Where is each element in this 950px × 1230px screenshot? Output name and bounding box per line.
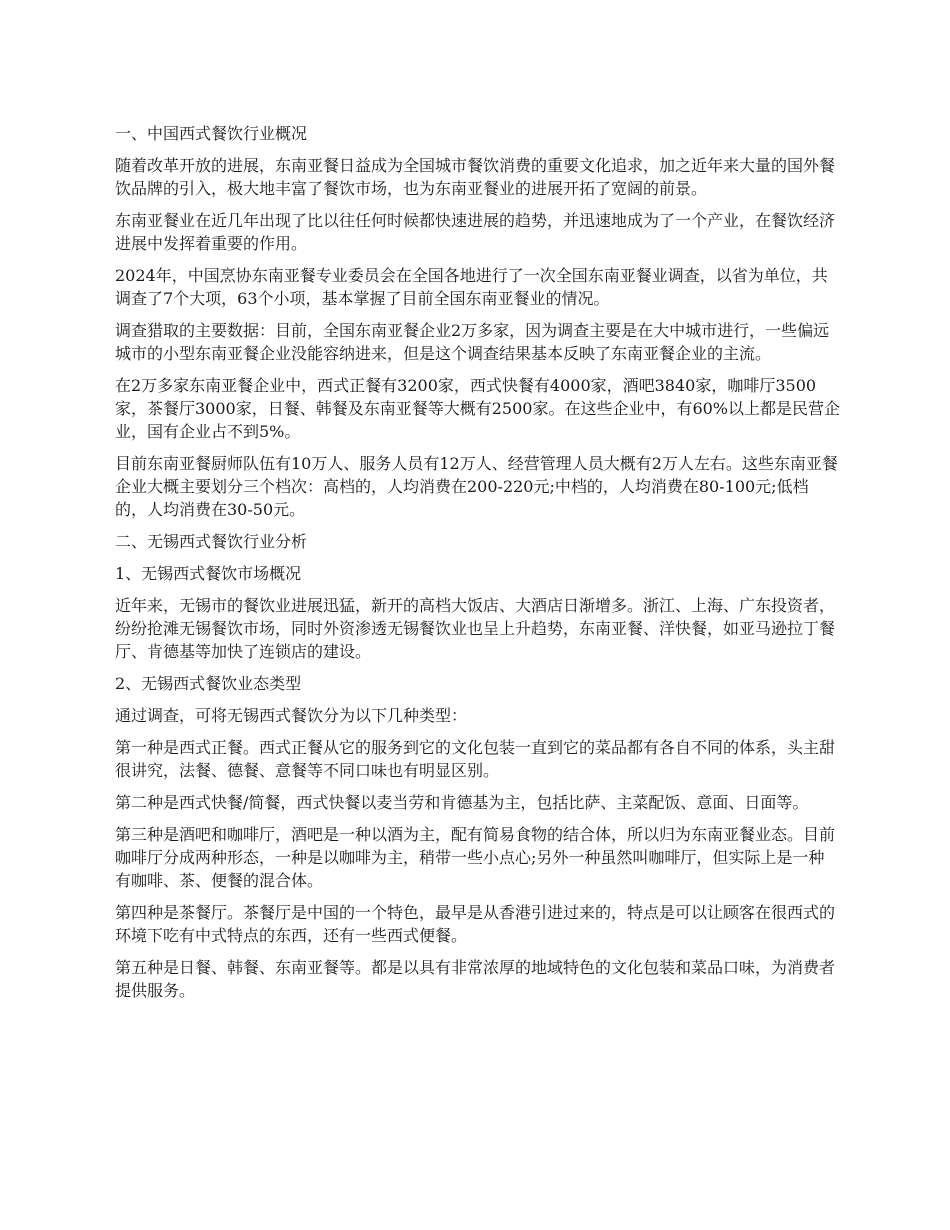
paragraph: 随着改革开放的进展，东南亚餐日益成为全国城市餐饮消费的重要文化追求，加之近年来大量的国外餐饮品牌的引入，极大地丰富了餐饮市场，也为东南亚餐业的进展开拓了宽阔的前景。 [115, 156, 836, 198]
paragraph: 第二种是西式快餐/简餐，西式快餐以麦当劳和肯德基为主，包括比萨、主菜配饭、意面、日面等。 [115, 793, 809, 812]
paragraph: 第四种是茶餐厅。茶餐厅是中国的一个特色，最早是从香港引进过来的，特点是可以让顾客在很西式的环境下吃有中式特点的东西，还有一些西式便餐。 [115, 903, 836, 945]
section-heading-2: 二、无锡西式餐饮行业分析 [115, 532, 308, 551]
paragraph: 通过调查，可将无锡西式餐饮分为以下几种类型： [115, 706, 468, 725]
paragraph: 东南亚餐业在近几年出现了比以往任何时候都快速进展的趋势，并迅速地成为了一个产业，在餐饮经济进展中发挥着重要的作用。 [115, 211, 836, 253]
paragraph: 第三种是酒吧和咖啡厅，酒吧是一种以酒为主，配有简易食物的结合体，所以归为东南亚餐业态。目前咖啡厅分成两种形态，一种是以咖啡为主，稍带一些小点心;另外一种虽然叫咖啡厅，但实际上是一种有咖啡、茶、便餐的混合体。 [115, 825, 836, 890]
section-heading-1: 一、中国西式餐饮行业概况 [115, 124, 308, 143]
paragraph: 第一种是西式正餐。西式正餐从它的服务到它的文化包装一直到它的菜品都有各自不同的体系，头主甜很讲究，法餐、德餐、意餐等不同口味也有明显区别。 [115, 738, 836, 780]
subsection-heading-1: 1、无锡西式餐饮市场概况 [115, 564, 302, 583]
subsection-heading-2: 2、无锡西式餐饮业态类型 [115, 674, 302, 693]
paragraph: 第五种是日餐、韩餐、东南亚餐等。都是以具有非常浓厚的地域特色的文化包装和菜品口味，为消费者提供服务。 [115, 958, 836, 1000]
paragraph: 调查猎取的主要数据：目前，全国东南亚餐企业2万多家，因为调查主要是在大中城市进行，一些偏远城市的小型东南亚餐企业没能容纳进来，但是这个调查结果基本反映了东南亚餐企业的主流。 [115, 321, 830, 363]
paragraph: 目前东南亚餐厨师队伍有10万人、服务人员有12万人、经营管理人员大概有2万人左右。这些东南亚餐企业大概主要划分三个档次：高档的，人均消费在200-220元;中档的，人均消费在80-100元;低档的，人均消费在30-50元。 [115, 454, 838, 519]
paragraph: 2024年，中国烹协东南亚餐专业委员会在全国各地进行了一次全国东南亚餐业调查，以省为单位，共调查了7个大项，63个小项，基本掌握了目前全国东南亚餐业的情况。 [115, 266, 828, 308]
document-page [115, 122, 840, 1011]
paragraph: 近年来，无锡市的餐饮业进展迅猛，新开的高档大饭店、大酒店日渐增多。浙江、上海、广东投资者，纷纷抢滩无锡餐饮市场，同时外资渗透无锡餐饮业也呈上升趋势，东南亚餐、洋快餐，如亚马逊拉丁餐厅、肯德基等加快了连锁店的建设。 [115, 596, 836, 661]
paragraph: 在2万多家东南亚餐企业中，西式正餐有3200家，西式快餐有4000家，酒吧3840家，咖啡厅3500家，茶餐厅3000家，日餐、韩餐及东南亚餐等大概有2500家。在这些企业中，有60%以上都是民营企业，国有企业占不到5%。 [115, 376, 841, 441]
